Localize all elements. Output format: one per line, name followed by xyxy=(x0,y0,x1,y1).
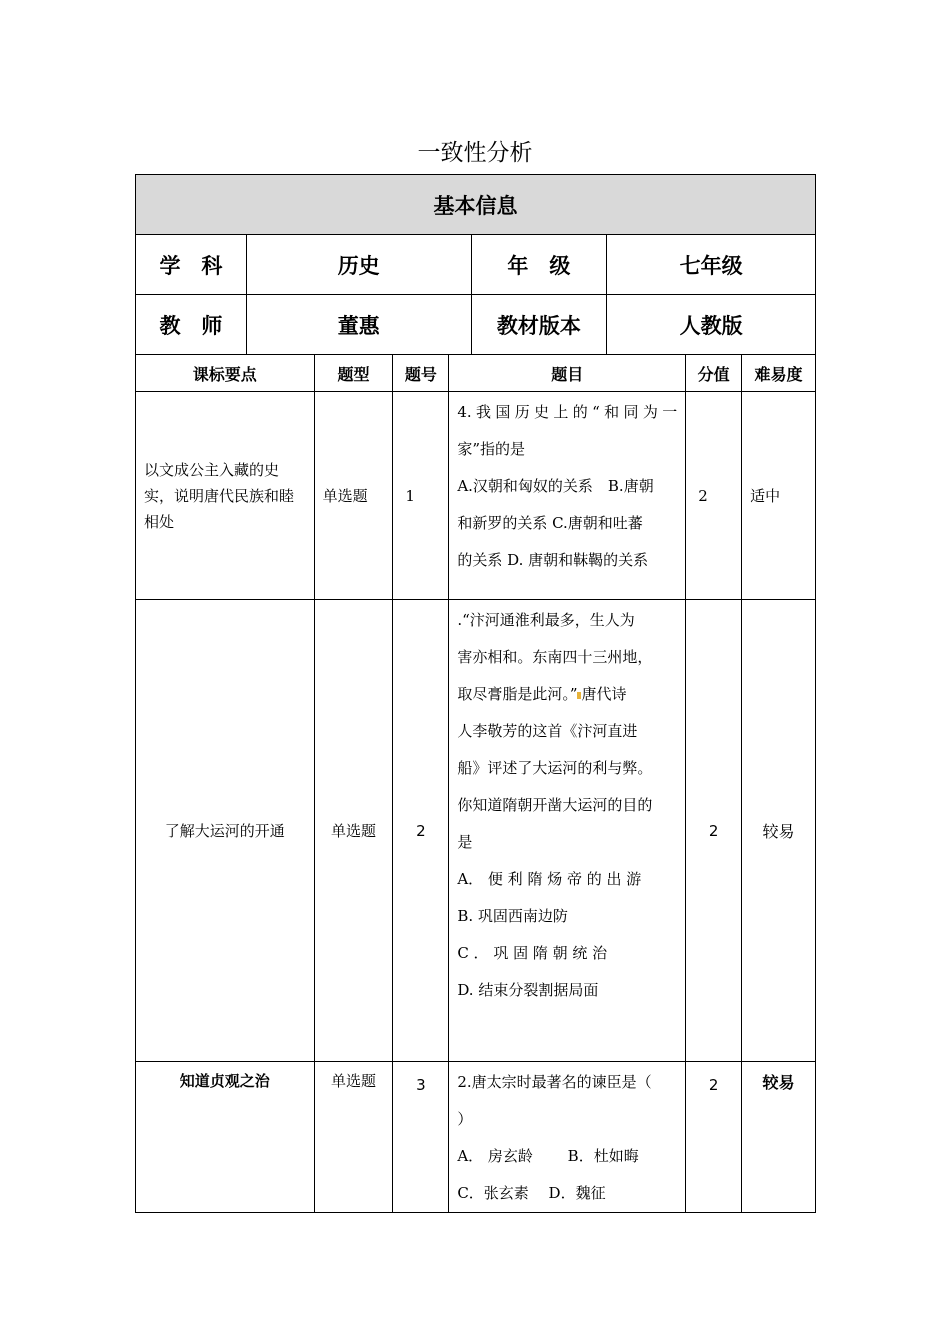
edition-value: 人教版 xyxy=(607,295,816,355)
question-line: C．张玄素 D．魏征 xyxy=(457,1184,606,1202)
question-line: 2.唐太宗时最著名的谏臣是（ xyxy=(457,1073,652,1091)
type-cell: 单选题 xyxy=(314,1062,393,1213)
question-line: 4.我国历史上的“和同为一 xyxy=(457,403,678,421)
question-line: 家”指的是 xyxy=(457,440,525,458)
question-line: C ． 巩 固 隋 朝 统 治 xyxy=(457,944,608,962)
question-line: 你知道隋朝开凿大运河的目的 xyxy=(457,796,653,814)
col-question: 题目 xyxy=(449,355,686,392)
question-line: 人李敬芳的这首《汴河直进 xyxy=(457,722,638,740)
grade-label: 年 级 xyxy=(471,235,607,295)
question-line: 和新罗的关系 C.唐朝和吐蕃 xyxy=(457,514,643,532)
teacher-label: 教 师 xyxy=(136,295,247,355)
teacher-value: 董惠 xyxy=(246,295,471,355)
difficulty-cell: 较易 xyxy=(742,600,816,1062)
question-line: A． 房玄龄 B．杜如晦 xyxy=(457,1147,639,1165)
grade-value: 七年级 xyxy=(607,235,816,295)
question-cell xyxy=(449,392,686,600)
col-type: 题型 xyxy=(314,355,393,392)
question-line-part: 取尽膏脂是此河。” xyxy=(457,685,578,703)
subject-value: 历史 xyxy=(246,235,471,295)
question-line: D. 结束分裂割据局面 xyxy=(457,981,599,999)
col-standard: 课标要点 xyxy=(136,355,315,392)
question-line: 船》评述了大运河的利与弊。 xyxy=(457,759,653,777)
number-cell: 3 xyxy=(393,1062,449,1213)
difficulty-cell: 适中 xyxy=(742,392,816,600)
type-cell: 单选题 xyxy=(314,392,393,600)
col-score: 分值 xyxy=(686,355,742,392)
table-row xyxy=(136,1062,816,1213)
col-number: 题号 xyxy=(393,355,449,392)
question-line: 的关系 D. 唐朝和靺鞨的关系 xyxy=(457,551,649,569)
table-row xyxy=(136,600,816,1062)
subject-label: 学 科 xyxy=(136,235,247,295)
column-header-row xyxy=(136,355,816,392)
standard-cell: 知道贞观之治 xyxy=(136,1062,315,1213)
question-line: B. 巩固西南边防 xyxy=(457,907,568,925)
score-cell: 2 xyxy=(686,600,742,1062)
question-cell xyxy=(449,600,686,1062)
difficulty-cell: 较易 xyxy=(742,1062,816,1213)
col-difficulty: 难易度 xyxy=(742,355,816,392)
score-cell: 2 xyxy=(686,392,742,600)
edition-label: 教材版本 xyxy=(471,295,607,355)
standard-cell: 以文成公主入藏的史实，说明唐代民族和睦相处 xyxy=(136,392,315,600)
number-cell: 2 xyxy=(393,600,449,1062)
question-line: .“汴河通淮利最多，生人为 xyxy=(457,611,635,629)
question-line: A.汉朝和匈奴的关系 B.唐朝 xyxy=(457,477,654,495)
standard-cell: 了解大运河的开通 xyxy=(136,600,315,1062)
question-line-part: 唐代诗 xyxy=(581,685,627,703)
question-cell xyxy=(449,1062,686,1213)
score-cell: 2 xyxy=(686,1062,742,1213)
basic-info-header: 基本信息 xyxy=(136,175,816,235)
question-line: 是 xyxy=(457,833,473,851)
basic-info-table xyxy=(135,174,816,355)
question-table xyxy=(135,354,816,1213)
number-cell: 1 xyxy=(393,392,449,600)
table-row xyxy=(136,392,816,600)
question-line xyxy=(457,676,677,713)
page-title: 一致性分析 xyxy=(417,140,533,166)
question-line: ） xyxy=(457,1110,473,1128)
question-line: 害亦相和。东南四十三州地， xyxy=(457,648,653,666)
type-cell: 单选题 xyxy=(314,600,393,1062)
question-line: A． 便 利 隋 炀 帝 的 出 游 xyxy=(457,870,642,888)
